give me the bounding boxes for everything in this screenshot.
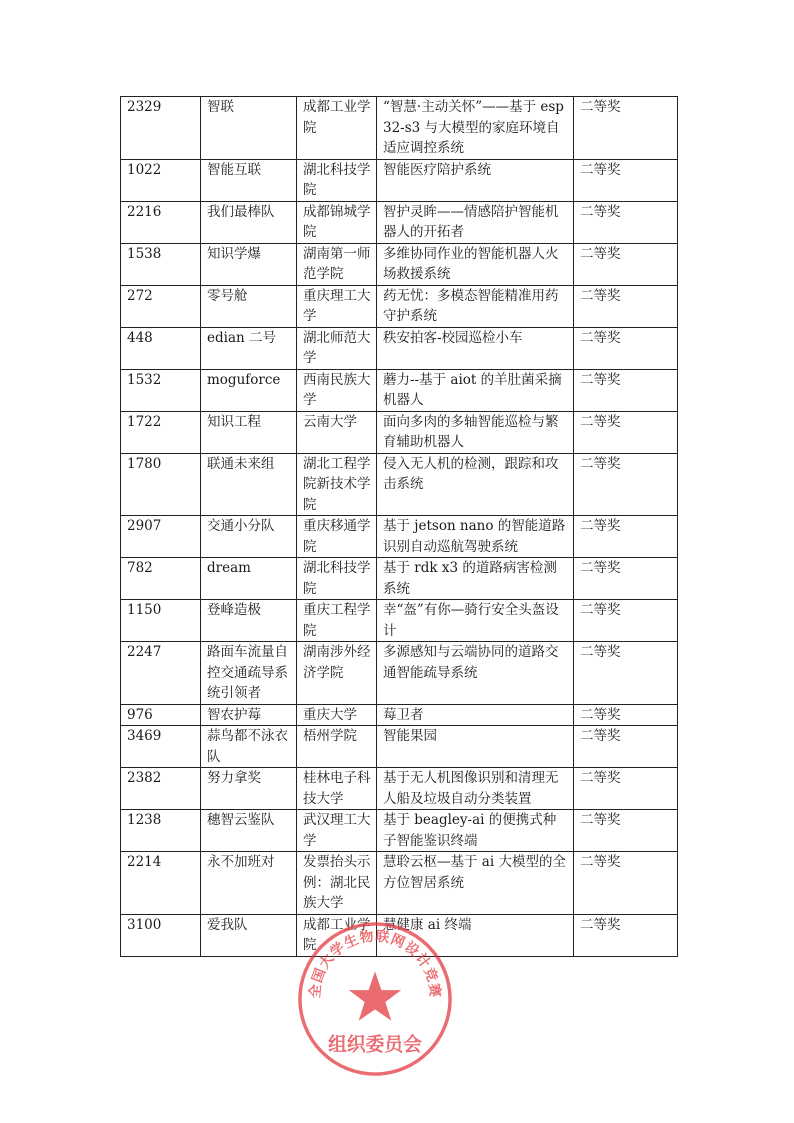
- cell-team-name: 蒜鸟都不泳衣队: [201, 726, 297, 768]
- cell-award: 二等奖: [574, 642, 678, 705]
- cell-award: 二等奖: [574, 159, 678, 201]
- cell-project-name: 智护灵眸——情感陪护智能机器人的开拓者: [377, 201, 574, 243]
- table-row: [121, 852, 678, 915]
- cell-school: 武汉理工大学: [297, 810, 377, 852]
- cell-id: 2329: [121, 97, 201, 160]
- cell-award: 二等奖: [574, 369, 678, 411]
- cell-team-name: 路面车流量自控交通疏导系统引领者: [201, 642, 297, 705]
- cell-award: 二等奖: [574, 453, 678, 516]
- table-row: [121, 558, 678, 600]
- cell-team-name: 登峰造极: [201, 600, 297, 642]
- cell-school: 湖南涉外经济学院: [297, 642, 377, 705]
- cell-school: 湖南第一师范学院: [297, 243, 377, 285]
- cell-team-name: 知识学爆: [201, 243, 297, 285]
- cell-team-name: 零号舱: [201, 285, 297, 327]
- cell-id: 2247: [121, 642, 201, 705]
- cell-project-name: 智能果园: [377, 726, 574, 768]
- cell-team-name: 我们最棒队: [201, 201, 297, 243]
- table-row: [121, 516, 678, 558]
- awards-table-body: [121, 97, 678, 957]
- cell-award: 二等奖: [574, 327, 678, 369]
- cell-project-name: 面向多肉的多轴智能巡检与繁育辅助机器人: [377, 411, 574, 453]
- cell-project-name: “智慧·主动关怀”——基于 esp32-s3 与大模型的家庭环境自适应调控系统: [377, 97, 574, 160]
- cell-id: 1022: [121, 159, 201, 201]
- cell-team-name: moguforce: [201, 369, 297, 411]
- table-row: [121, 914, 678, 956]
- cell-school: 成都工业学院: [297, 97, 377, 160]
- seal-arc-text: 全国大学生物联网设计竞赛: [307, 928, 443, 999]
- cell-team-name: 永不加班对: [201, 852, 297, 915]
- cell-team-name: dream: [201, 558, 297, 600]
- cell-award: 二等奖: [574, 852, 678, 915]
- cell-project-name: 基于 jetson nano 的智能道路识别自动巡航驾驶系统: [377, 516, 574, 558]
- cell-project-name: 智能医疗陪护系统: [377, 159, 574, 201]
- cell-id: 782: [121, 558, 201, 600]
- table-row: [121, 704, 678, 726]
- cell-project-name: 蘑力--基于 aiot 的羊肚菌采摘机器人: [377, 369, 574, 411]
- cell-project-name: 基于 rdk x3 的道路病害检测系统: [377, 558, 574, 600]
- cell-id: 448: [121, 327, 201, 369]
- cell-id: 2382: [121, 768, 201, 810]
- cell-award: 二等奖: [574, 600, 678, 642]
- cell-project-name: 莓卫者: [377, 704, 574, 726]
- cell-school: 成都锦城学院: [297, 201, 377, 243]
- table-row: [121, 411, 678, 453]
- cell-team-name: 智能互联: [201, 159, 297, 201]
- cell-id: 2216: [121, 201, 201, 243]
- table-row: [121, 159, 678, 201]
- seal-star: [349, 971, 401, 1020]
- table-row: [121, 600, 678, 642]
- cell-award: 二等奖: [574, 810, 678, 852]
- cell-school: 湖北科技学院: [297, 558, 377, 600]
- cell-id: 3100: [121, 914, 201, 956]
- cell-team-name: 知识工程: [201, 411, 297, 453]
- cell-award: 二等奖: [574, 704, 678, 726]
- table-row: [121, 768, 678, 810]
- cell-team-name: 联通未来组: [201, 453, 297, 516]
- table-row: [121, 726, 678, 768]
- cell-school: 湖北工程学院新技术学院: [297, 453, 377, 516]
- cell-project-name: 慧健康 ai 终端: [377, 914, 574, 956]
- table-row: [121, 810, 678, 852]
- awards-table: [120, 96, 678, 957]
- cell-school: 重庆大学: [297, 704, 377, 726]
- cell-award: 二等奖: [574, 243, 678, 285]
- cell-team-name: 爱我队: [201, 914, 297, 956]
- cell-team-name: 穗智云鉴队: [201, 810, 297, 852]
- table-row: [121, 97, 678, 160]
- cell-school: 湖北师范大学: [297, 327, 377, 369]
- table-row: [121, 201, 678, 243]
- cell-award: 二等奖: [574, 726, 678, 768]
- cell-team-name: 努力拿奖: [201, 768, 297, 810]
- cell-id: 1532: [121, 369, 201, 411]
- cell-school: 桂林电子科技大学: [297, 768, 377, 810]
- cell-award: 二等奖: [574, 97, 678, 160]
- cell-project-name: 幸“盔”有你—骑行安全头盔设计: [377, 600, 574, 642]
- cell-team-name: 交通小分队: [201, 516, 297, 558]
- cell-id: 1150: [121, 600, 201, 642]
- cell-award: 二等奖: [574, 768, 678, 810]
- cell-team-name: 智联: [201, 97, 297, 160]
- cell-id: 976: [121, 704, 201, 726]
- cell-project-name: 慧聆云枢—基于 ai 大模型的全方位智居系统: [377, 852, 574, 915]
- table-row: [121, 642, 678, 705]
- cell-award: 二等奖: [574, 411, 678, 453]
- cell-school: 重庆移通学院: [297, 516, 377, 558]
- cell-school: 西南民族大学: [297, 369, 377, 411]
- cell-project-name: 药无忧：多模态智能精准用药守护系统: [377, 285, 574, 327]
- cell-award: 二等奖: [574, 285, 678, 327]
- cell-project-name: 基于无人机图像识别和清理无人船及垃圾自动分类装置: [377, 768, 574, 810]
- cell-team-name: 智农护莓: [201, 704, 297, 726]
- seal-bottom-text: 组织委员会: [328, 1034, 422, 1056]
- cell-school: 湖北科技学院: [297, 159, 377, 201]
- cell-award: 二等奖: [574, 914, 678, 956]
- cell-school: 成都工业学院: [297, 914, 377, 956]
- cell-id: 1722: [121, 411, 201, 453]
- cell-team-name: edian 二号: [201, 327, 297, 369]
- table-row: [121, 453, 678, 516]
- cell-id: 3469: [121, 726, 201, 768]
- cell-id: 2907: [121, 516, 201, 558]
- cell-project-name: 基于 beagley-ai 的便携式种子智能鉴识终端: [377, 810, 574, 852]
- cell-project-name: 多维协同作业的智能机器人火场救援系统: [377, 243, 574, 285]
- cell-id: 1780: [121, 453, 201, 516]
- cell-award: 二等奖: [574, 558, 678, 600]
- cell-school: 发票抬头示例：湖北民族大学: [297, 852, 377, 915]
- table-row: [121, 243, 678, 285]
- table-row: [121, 327, 678, 369]
- cell-school: 梧州学院: [297, 726, 377, 768]
- cell-id: 1238: [121, 810, 201, 852]
- cell-project-name: 秩安拍客-校园巡检小车: [377, 327, 574, 369]
- cell-id: 1538: [121, 243, 201, 285]
- cell-award: 二等奖: [574, 201, 678, 243]
- cell-project-name: 多源感知与云端协同的道路交通智能疏导系统: [377, 642, 574, 705]
- cell-id: 2214: [121, 852, 201, 915]
- cell-project-name: 侵入无人机的检测，跟踪和攻击系统: [377, 453, 574, 516]
- table-row: [121, 285, 678, 327]
- cell-school: 重庆工程学院: [297, 600, 377, 642]
- cell-school: 重庆理工大学: [297, 285, 377, 327]
- table-row: [121, 369, 678, 411]
- cell-award: 二等奖: [574, 516, 678, 558]
- cell-id: 272: [121, 285, 201, 327]
- cell-school: 云南大学: [297, 411, 377, 453]
